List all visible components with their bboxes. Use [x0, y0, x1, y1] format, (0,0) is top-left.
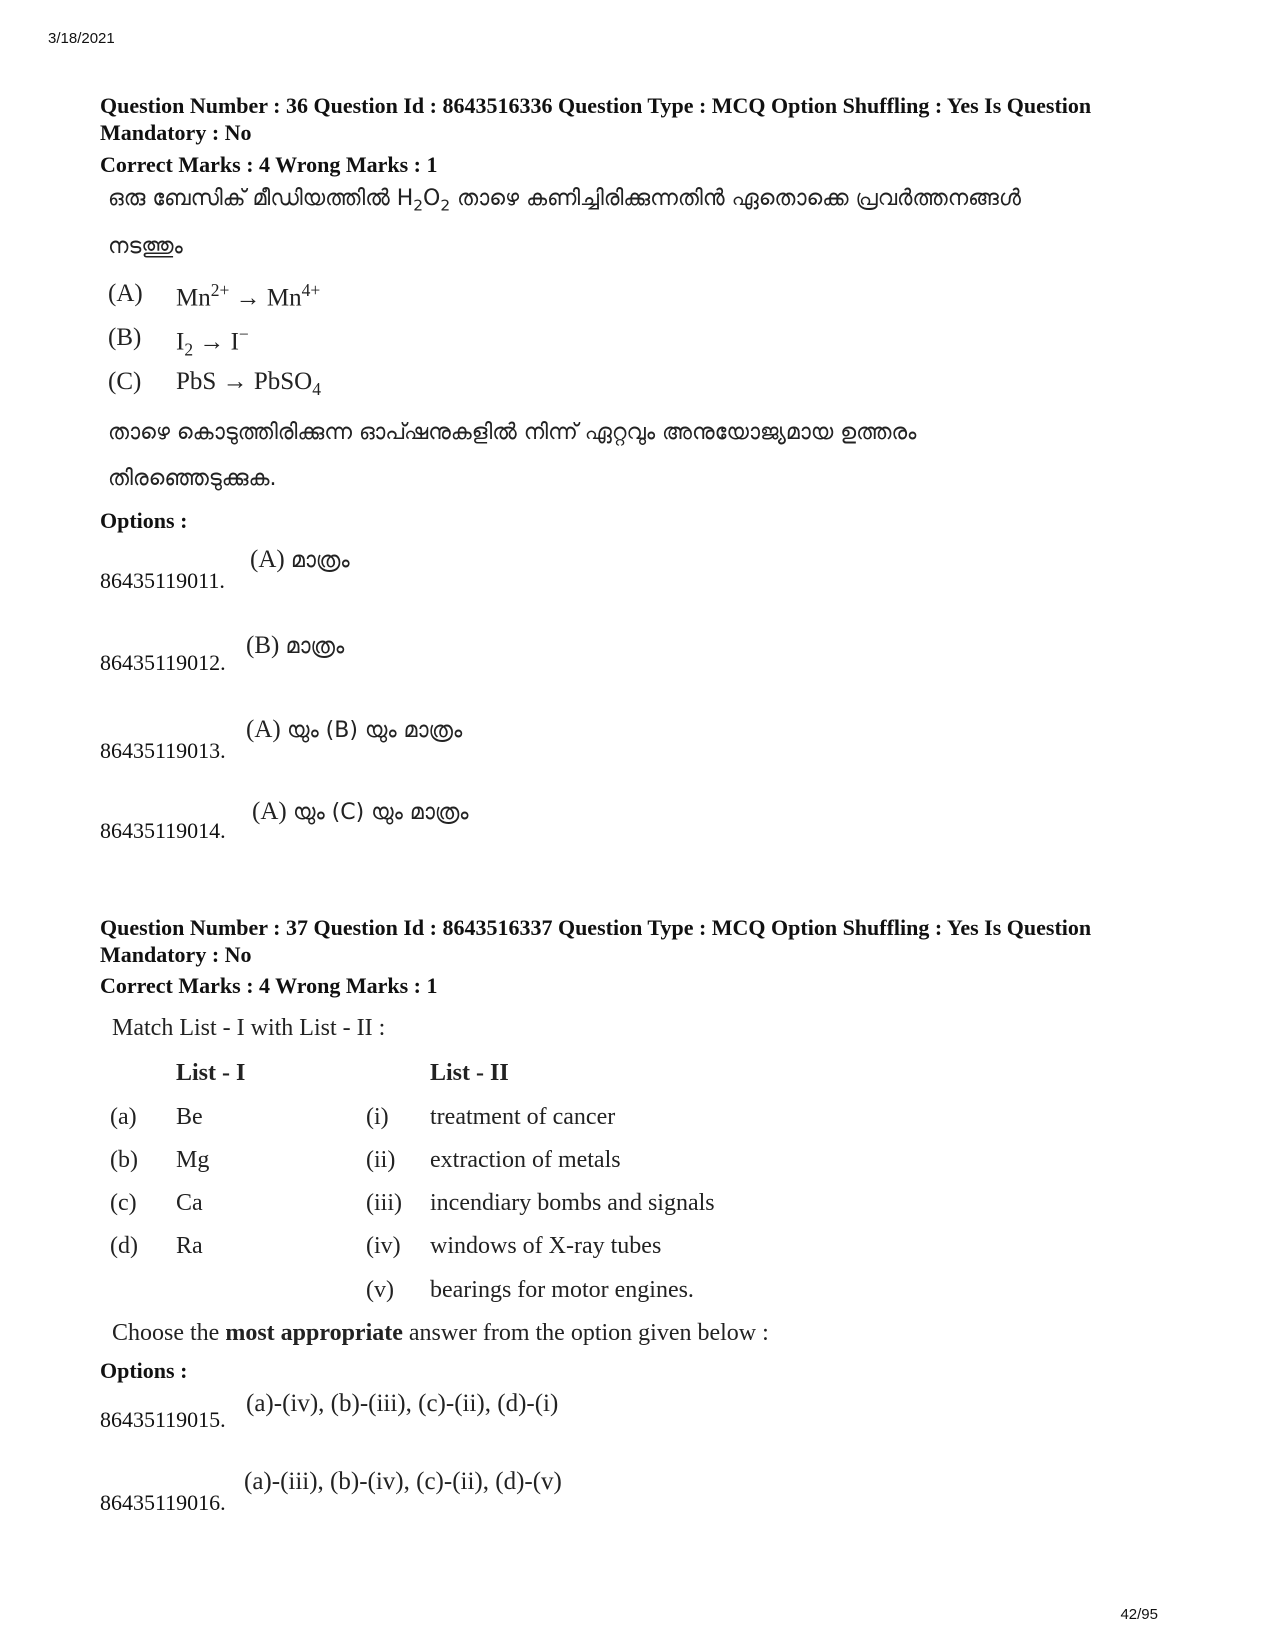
q36-statement-b-expr	[176, 324, 249, 360]
q37-list1-val-a: Be	[176, 1104, 203, 1130]
q36-statement-a-expr	[176, 280, 320, 312]
q37-list1-val-c: Ca	[176, 1190, 203, 1216]
q36-statement-a-letter: (A)	[108, 280, 143, 307]
q36-option-2-id: 86435119012.	[100, 650, 226, 675]
q36-option-3[interactable]	[246, 716, 462, 744]
q37-list2-val-i: treatment of cancer	[430, 1104, 616, 1130]
q36-a-rhs-sup: 4+	[301, 280, 321, 300]
q36-stem-text-a: ഒരു ബേസിക് മീഡിയത്തിൽ H	[108, 186, 414, 211]
q36-stem-sub-1: 2	[413, 196, 424, 215]
q36-c-rhs-sub: 4	[312, 379, 321, 399]
q36-option-1-id: 86435119011.	[100, 568, 225, 593]
q36-statement-b-letter: (B)	[108, 324, 142, 351]
q36-a-arrow: →	[229, 284, 267, 312]
q36-instruction-line2: തിരഞ്ഞെടുക്കുക.	[108, 466, 277, 491]
q37-option-2-id: 86435119016.	[100, 1490, 226, 1515]
q37-choose-text-b: answer from the option given below :	[402, 1320, 769, 1346]
q36-option-1-prefix: (A)	[250, 546, 291, 573]
q36-options-label: Options :	[100, 508, 188, 533]
q36-option-3-id: 86435119013.	[100, 738, 226, 763]
q37-option-1-id: 86435119015.	[100, 1407, 226, 1432]
print-date: 3/18/2021	[48, 30, 115, 47]
q36-option-2-text: മാത്രം	[285, 634, 345, 659]
q36-b-rhs-sup: −	[238, 324, 249, 344]
q37-list1-key-c: (c)	[110, 1190, 137, 1216]
q37-list2-key-ii: (ii)	[366, 1147, 396, 1173]
q36-instruction-line1: താഴെ കൊടുത്തിരിക്കുന്ന ഓപ്ഷനുകളിൽ നിന്ന് ഏറ്റവും അനുയോജ്യമായ ഉത്തരം	[108, 420, 917, 445]
q36-a-rhs: Mn	[266, 284, 302, 312]
q36-b-lhs: I	[176, 328, 185, 356]
q36-marks: Correct Marks : 4 Wrong Marks : 1	[100, 152, 438, 177]
q36-option-4-id: 86435119014.	[100, 818, 226, 843]
q36-stem-line1	[108, 186, 1021, 214]
q37-list1-heading: List - I	[176, 1060, 246, 1086]
q37-choose-instruction	[112, 1320, 769, 1347]
q36-option-2-prefix: (B)	[246, 632, 286, 659]
q36-b-lhs-sub: 2	[184, 339, 194, 360]
q36-option-3-prefix: (A)	[246, 716, 287, 743]
q37-option-2[interactable]: (a)-(iii), (b)-(iv), (c)-(ii), (d)-(v)	[244, 1468, 562, 1495]
q37-list2-val-v: bearings for motor engines.	[430, 1277, 694, 1303]
q36-option-4-text: യും (C) യും മാത്രം	[292, 800, 469, 825]
q37-list1-key-b: (b)	[110, 1147, 138, 1173]
page-number: 42/95	[1120, 1606, 1158, 1623]
q36-c-lhs: PbS	[176, 368, 217, 395]
q37-list2-heading: List - II	[430, 1060, 509, 1086]
q37-list2-key-iv: (iv)	[366, 1233, 401, 1259]
q37-list1-key-d: (d)	[110, 1233, 138, 1259]
q37-list2-key-v: (v)	[366, 1277, 394, 1303]
q37-list2-val-iii: incendiary bombs and signals	[430, 1190, 715, 1216]
q36-b-arrow: →	[193, 328, 231, 356]
q36-option-4-prefix: (A)	[252, 798, 293, 825]
q36-option-4[interactable]	[252, 798, 469, 826]
q37-list2-val-iv: windows of X-ray tubes	[430, 1233, 662, 1259]
q36-stem-text-b: O	[423, 186, 441, 211]
q36-stem-sub-2: 2	[440, 196, 451, 215]
q36-a-lhs: Mn	[176, 284, 211, 312]
q37-list1-val-d: Ra	[176, 1233, 203, 1259]
q36-c-rhs: PbSO	[253, 368, 313, 395]
q36-option-1-text: മാത്രം	[290, 548, 350, 573]
q36-option-3-text: യും (B) യും മാത്രം	[286, 718, 463, 743]
q36-header: Question Number : 36 Question Id : 8643516336 Question Type : MCQ Option Shuffling : Yes Is Question Mandatory : No	[100, 93, 1092, 145]
q37-list1-val-b: Mg	[176, 1147, 210, 1173]
q36-option-2[interactable]	[246, 632, 344, 660]
q36-stem-text-c: താഴെ കണിച്ചിരിക്കുന്നതിൻ ഏതൊക്കെ പ്രവർത്തനങ്ങൾ	[450, 186, 1021, 211]
q37-option-1[interactable]: (a)-(iv), (b)-(iii), (c)-(ii), (d)-(i)	[246, 1390, 559, 1417]
q36-option-1[interactable]	[250, 546, 350, 574]
q37-list1-key-a: (a)	[110, 1104, 137, 1130]
q37-list2-key-iii: (iii)	[366, 1190, 402, 1216]
q37-list2-key-i: (i)	[366, 1104, 389, 1130]
q36-b-rhs: I	[230, 328, 239, 356]
q36-a-lhs-sup: 2+	[210, 280, 230, 300]
q37-options-label: Options :	[100, 1358, 188, 1383]
q36-statement-c-letter: (C)	[108, 368, 142, 395]
q37-list2-val-ii: extraction of metals	[430, 1147, 621, 1173]
q37-choose-emphasis: most appropriate	[225, 1320, 403, 1346]
q37-marks: Correct Marks : 4 Wrong Marks : 1	[100, 973, 438, 998]
q36-stem-line2: നടത്തും	[108, 234, 183, 259]
q37-header: Question Number : 37 Question Id : 8643516337 Question Type : MCQ Option Shuffling : Yes Is Question Mandatory : No	[100, 915, 1092, 967]
q36-c-arrow: →	[216, 368, 254, 395]
q37-match-title: Match List - I with List - II :	[112, 1015, 386, 1041]
q37-choose-text-a: Choose the	[112, 1320, 226, 1346]
q36-statement-c-expr	[176, 368, 321, 400]
